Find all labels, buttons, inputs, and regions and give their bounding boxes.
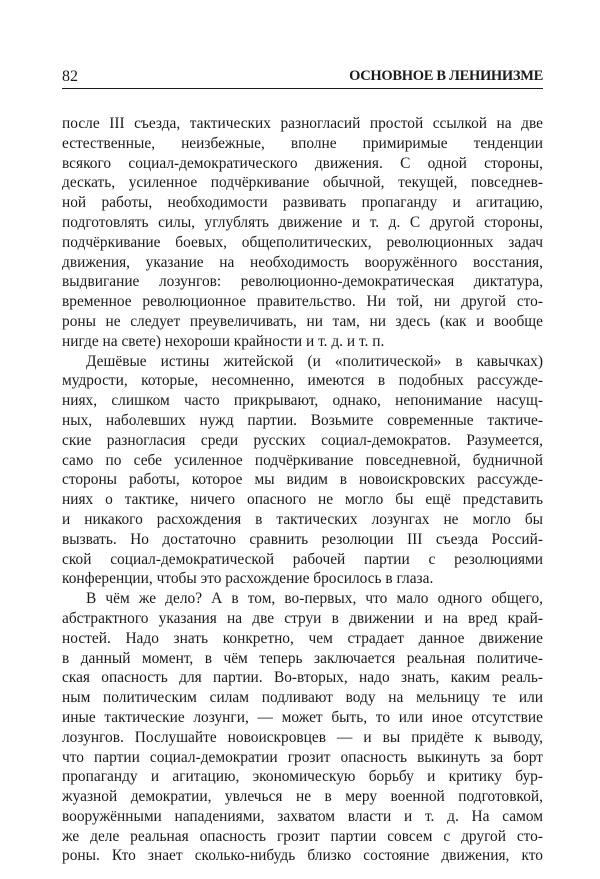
text-line: и никакого расхождения в тактических лозунгах не могло бы bbox=[62, 510, 543, 528]
text-line: всякого социал-демократического движения. С одной стороны, bbox=[62, 154, 543, 172]
page-header bbox=[62, 66, 543, 88]
text-line: стороны работы, которое мы видим в новоискровских рассужде- bbox=[62, 471, 543, 489]
text-line: ской социал-демократической рабочей партии с резолюциями bbox=[62, 550, 543, 568]
text-line: дескать, усиленное подчёркивание обычной, текущей, повседнев- bbox=[62, 174, 543, 192]
text-line: ной работы, необходимости развивать пропаганду и агитацию, bbox=[62, 194, 543, 212]
text-body bbox=[62, 114, 543, 866]
text-line: ным политическим силам подливают воду на мельницу те или bbox=[62, 689, 543, 707]
text-line: ская опасность для партии. Во-вторых, надо знать, каким реаль- bbox=[62, 669, 543, 687]
text-line: что партии социал-демократии грозит опасность выкинуть за борт bbox=[62, 748, 543, 766]
text-line: вызвать. Но достаточно сравнить резолюции III съезда Россий- bbox=[62, 530, 543, 548]
text-line: ниях, слишком часто прикрывают, однако, непонимание насущ- bbox=[62, 392, 543, 410]
text-line: же деле реальная опасность грозит партии совсем с другой сто- bbox=[62, 827, 543, 845]
text-line: ниях о тактике, ничего опасного не могло бы ещё представить bbox=[62, 491, 543, 509]
header-rule bbox=[62, 88, 543, 89]
paragraph-last-line: нигде на свете) нехороши крайности и т. д. и т. п. bbox=[62, 332, 385, 350]
paragraph-last-line: конференции, чтобы это расхождение бросилось в глаза. bbox=[62, 570, 434, 588]
text-line: естественные, неизбежные, вполне примиримые тенденции bbox=[62, 134, 543, 152]
text-line: само по себе усиленное подчёркивание повседневной, будничной bbox=[62, 451, 543, 469]
page-number: 82 bbox=[62, 68, 78, 85]
text-line: лозунгов. Послушайте новоискровцев — и вы придёте к выводу, bbox=[62, 728, 543, 746]
text-line: роны не следует преувеличивать, ни там, ни здесь (как и вообще bbox=[62, 312, 543, 330]
text-line: абстрактного указания на две струи в движении и на вред край- bbox=[62, 609, 543, 627]
text-line: подчёркивание боевых, общеполитических, революционных задач bbox=[62, 233, 543, 251]
text-line: пропаганду и агитацию, экономическую борьбу и критику бур- bbox=[62, 768, 543, 786]
running-title: ОСНОВНОЕ В ЛЕНИНИЗМЕ bbox=[349, 68, 543, 84]
text-line: подготовлять силы, углублять движение и т. д. С другой стороны, bbox=[62, 213, 543, 231]
text-line: ские разногласия среди русских социал-демократов. Разумеется, bbox=[62, 431, 543, 449]
paragraph-first-line: Дешёвые истины житейской (и «политической» в кавычках) bbox=[86, 352, 543, 370]
text-line: иные тактические лозунги, — может быть, то или иное отсутствие bbox=[62, 708, 543, 726]
text-line: жуазной демократии, увлечься не в меру военной подготовкой, bbox=[62, 788, 543, 806]
text-line: движения, указание на необходимость вооружённого восстания, bbox=[62, 253, 543, 271]
text-line: ных, наболевших нужд партии. Возьмите современные тактиче- bbox=[62, 411, 543, 429]
text-line: роны. Кто знает сколько-нибудь близко состояние движения, кто bbox=[62, 847, 543, 865]
text-line: вооружёнными нападениями, захватом власти и т. д. На самом bbox=[62, 807, 543, 825]
text-line: в данный момент, в чём теперь заключается реальная политиче- bbox=[62, 649, 543, 667]
text-line: временное революционное правительство. Ни той, ни другой сто- bbox=[62, 293, 543, 311]
text-line: ностей. Надо знать конкретно, чем страдает данное движение bbox=[62, 629, 543, 647]
text-line: после III съезда, тактических разногласий простой ссылкой на две bbox=[62, 115, 543, 132]
paragraph-first-line: В чём же дело? А в том, во-первых, что мало одного общего, bbox=[86, 590, 543, 608]
text-line: выдвигание лозунгов: революционно-демократическая диктатура, bbox=[62, 273, 543, 291]
text-line: мудрости, которые, несомненно, имеются в подобных рассужде- bbox=[62, 372, 543, 390]
